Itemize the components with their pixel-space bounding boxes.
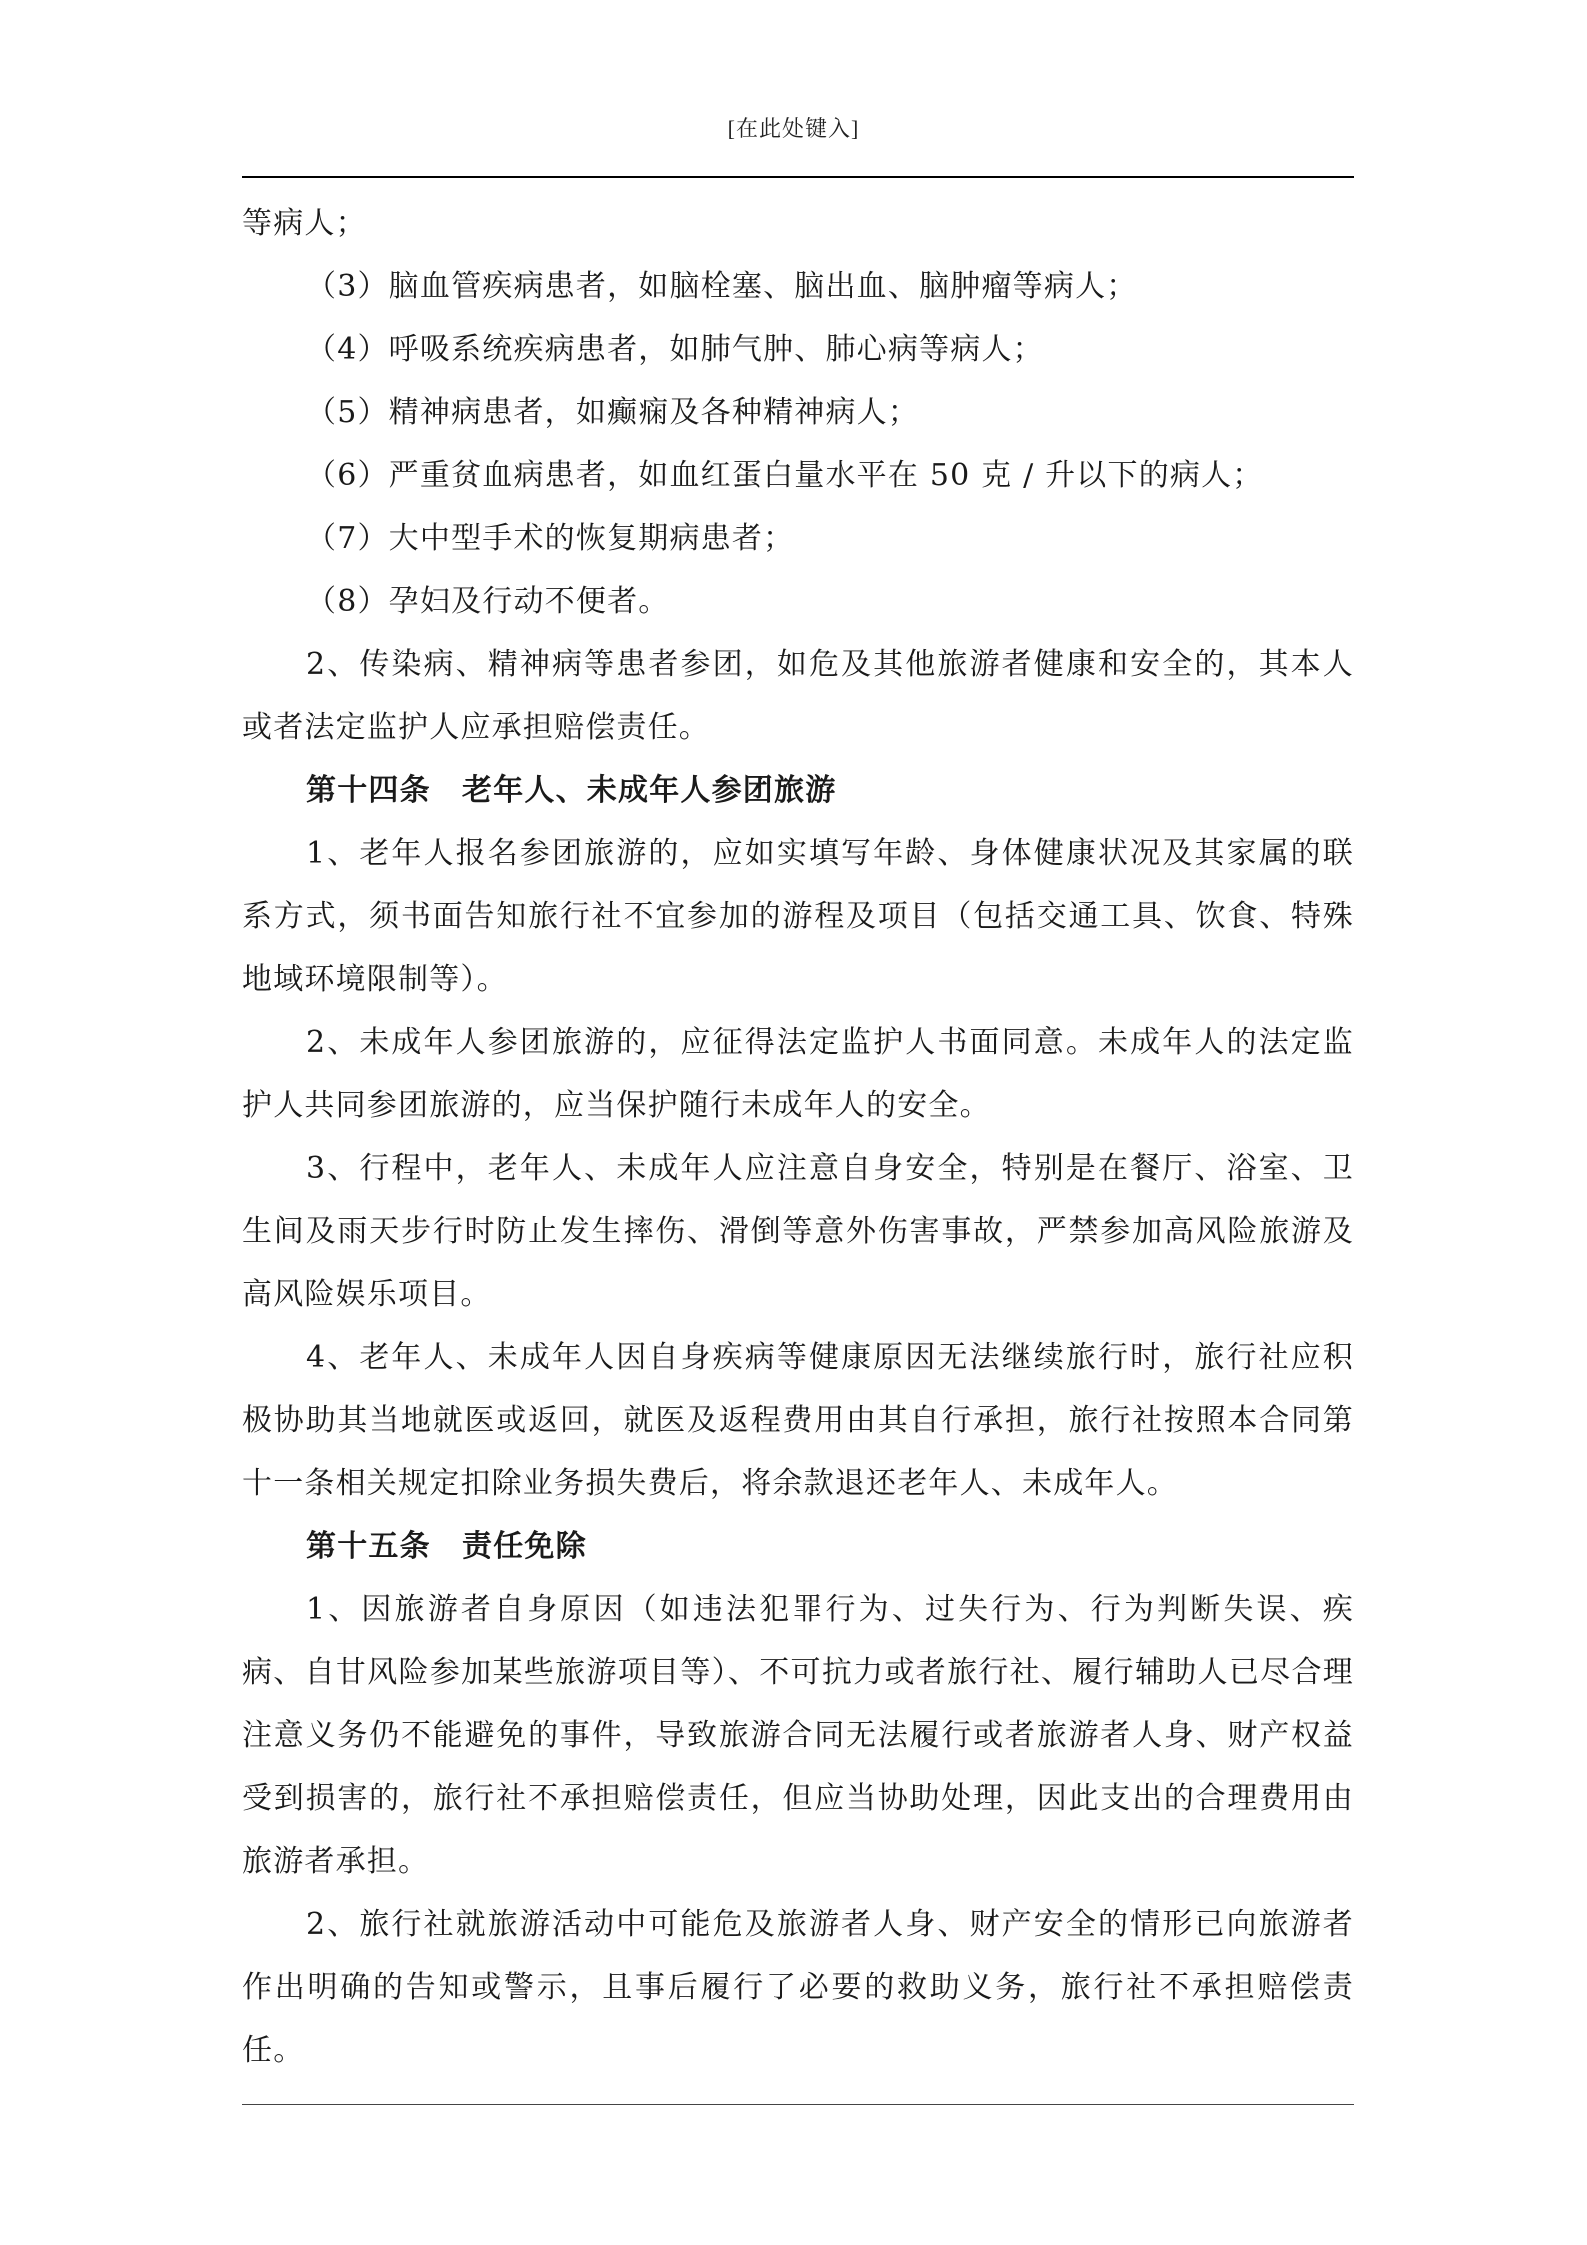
paragraph: 2、旅行社就旅游活动中可能危及旅游者人身、财产安全的情形已向旅游者作出明确的告知或警示，且事后履行了必要的救助义务，旅行社不承担赔偿责任。 (242, 1907, 1354, 2068)
header-rule (242, 176, 1354, 178)
list-item: （8）孕妇及行动不便者。 (306, 584, 670, 619)
footer-rule (242, 2104, 1354, 2105)
paragraph: 2、未成年人参团旅游的，应征得法定监护人书面同意。未成年人的法定监护人共同参团旅游的，应当保护随行未成年人的安全。 (242, 1025, 1354, 1123)
section-heading: 第十五条 责任免除 (306, 1529, 587, 1564)
paragraph: 2、传染病、精神病等患者参团，如危及其他旅游者健康和安全的，其本人或者法定监护人应承担赔偿责任。 (242, 647, 1354, 745)
page-header: [在此处键入] (727, 116, 860, 141)
list-item: （4）呼吸系统疾病患者，如肺气肿、肺心病等病人； (306, 332, 1044, 367)
paragraph: 1、老年人报名参团旅游的，应如实填写年龄、身体健康状况及其家属的联系方式，须书面告知旅行社不宜参加的游程及项目（包括交通工具、饮食、特殊地域环境限制等）。 (242, 836, 1354, 997)
list-item: （3）脑血管疾病患者，如脑栓塞、脑出血、脑肿瘤等病人； (306, 269, 1138, 304)
list-item: （6）严重贫血病患者，如血红蛋白量水平在 50 克 / 升以下的病人； (306, 458, 1264, 493)
paragraph: 3、行程中，老年人、未成年人应注意自身安全，特别是在餐厅、浴室、卫生间及雨天步行时防止发生摔伤、滑倒等意外伤害事故，严禁参加高风险旅游及高风险娱乐项目。 (242, 1151, 1354, 1312)
paragraph: 4、老年人、未成年人因自身疾病等健康原因无法继续旅行时，旅行社应积极协助其当地就医或返回，就医及返程费用由其自行承担，旅行社按照本合同第十一条相关规定扣除业务损失费后，将余款退还老年人、未成年人。 (242, 1340, 1354, 1501)
section-heading: 第十四条 老年人、未成年人参团旅游 (306, 773, 837, 808)
list-item: （5）精神病患者，如癫痫及各种精神病人； (306, 395, 920, 430)
document-body (242, 192, 1354, 2082)
paragraph: 等病人； (242, 206, 367, 241)
list-item: （7）大中型手术的恢复期病患者； (306, 521, 795, 556)
paragraph: 1、因旅游者自身原因（如违法犯罪行为、过失行为、行为判断失误、疾病、自甘风险参加某些旅游项目等）、不可抗力或者旅行社、履行辅助人已尽合理注意义务仍不能避免的事件，导致旅游合同无法履行或者旅游者人身、财产权益受到损害的，旅行社不承担赔偿责任，但应当协助处理，因此支出的合理费用由旅游者承担。 (242, 1592, 1354, 1879)
